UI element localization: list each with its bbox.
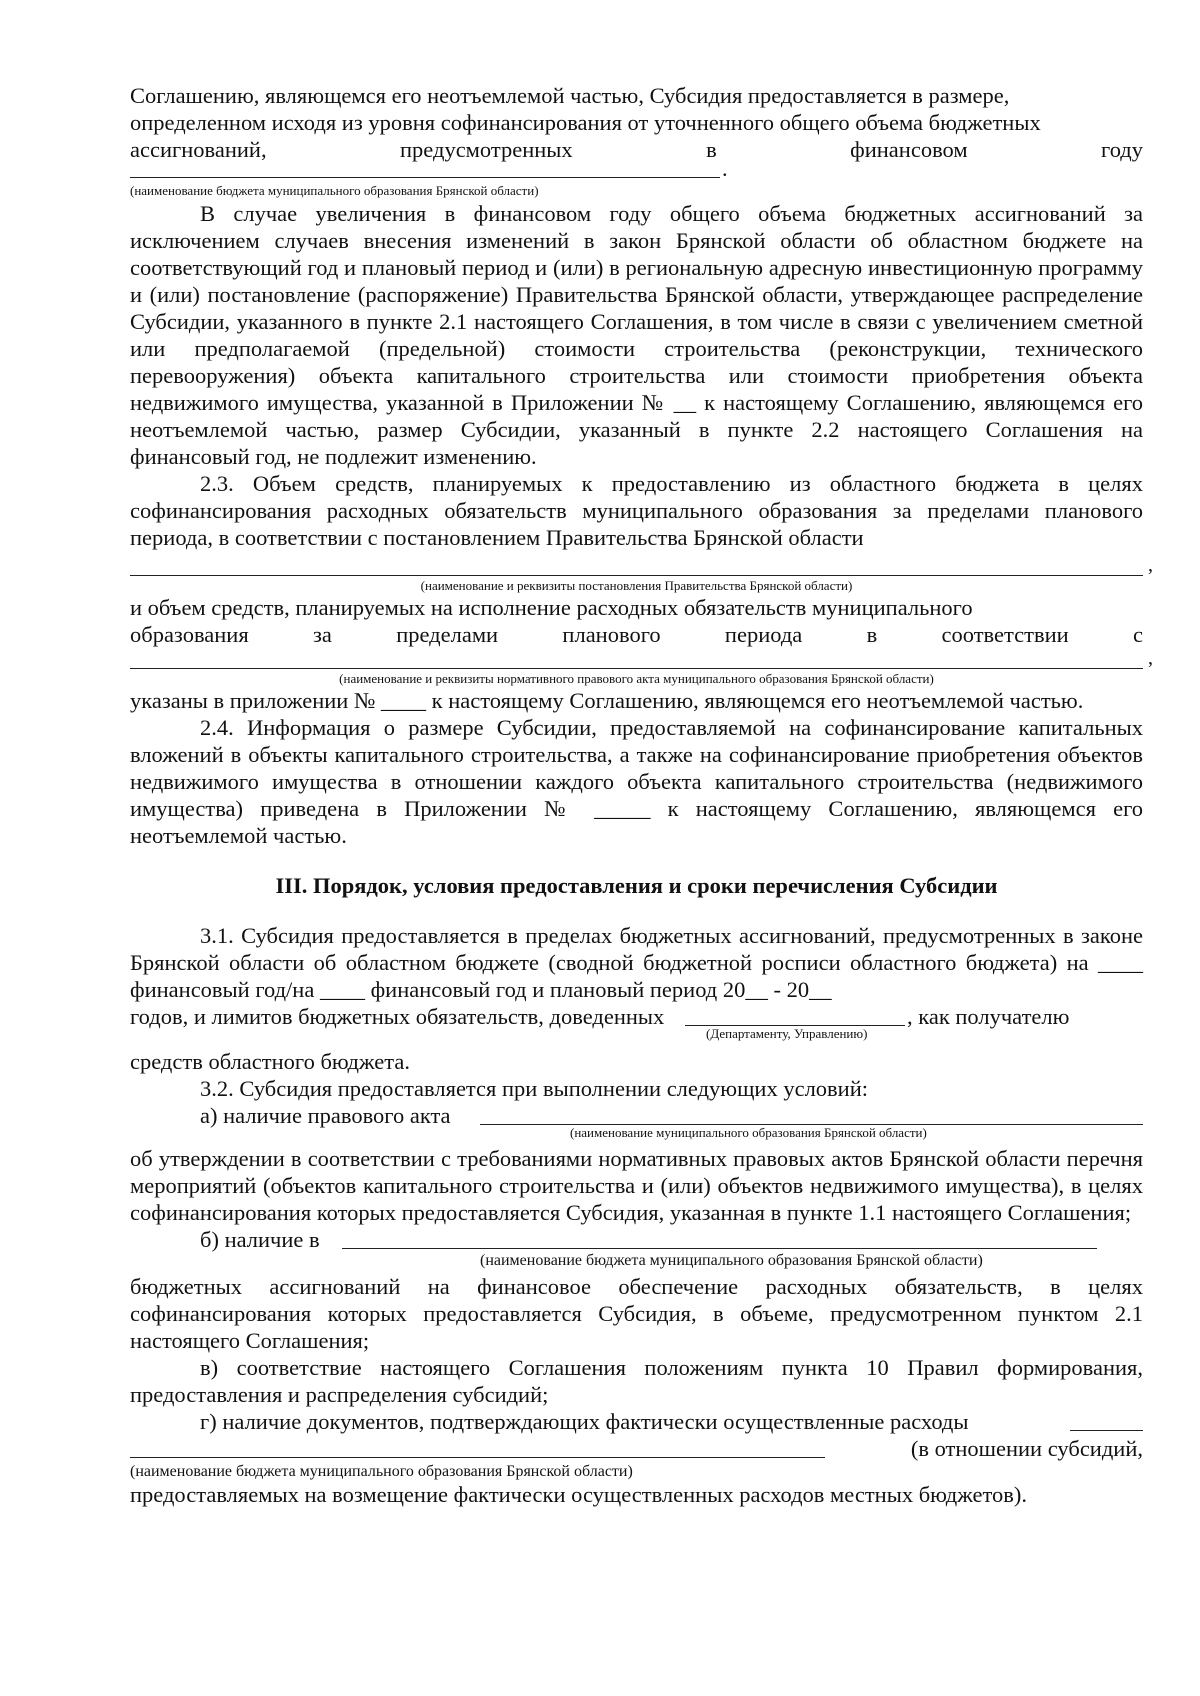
fill-in-line bbox=[685, 1005, 905, 1026]
field-caption: (Департаменту, Управлению) bbox=[706, 1026, 868, 1041]
paragraph-2-3-cont-line2 bbox=[130, 621, 1143, 648]
condition-g-row bbox=[130, 1408, 1143, 1435]
condition-g-row2 bbox=[130, 1435, 1143, 1462]
word: пределами bbox=[396, 622, 499, 647]
word: периода bbox=[724, 622, 803, 647]
fill-in-line bbox=[130, 1437, 825, 1458]
fill-in-line-full bbox=[130, 647, 1153, 669]
paragraph-3-1-last-line bbox=[130, 1003, 1143, 1030]
condition-b-row bbox=[130, 1226, 1143, 1253]
paragraph-2-4: 2.4. Информация о размере Субсидии, предоставляемой на софинансирование капитальных вложений в объекты капитального строительства, а также на софинансирование приобретения объектов недвижимого имущества в отношении каждого объекта капитального строительства (недвижимого имущества) приведена в Приложении № _____ к настоящему Соглашению, являющемся его неотъемлемой частью. bbox=[130, 715, 1143, 848]
condition-g-end: предоставляемых на возмещение фактически осуществленных расходов местных бюджетов). bbox=[130, 1482, 1028, 1507]
word: финансовом bbox=[850, 137, 968, 162]
paragraph-continuation-line2: определенном исходя из уровня софинансирования от уточненного общего объема бюджетных bbox=[130, 110, 1041, 135]
fill-line-row bbox=[130, 156, 1143, 181]
condition-b-text: бюджетных ассигнований на финансовое обеспечение расходных обязательств, в целях софинансирования которых предоставляется Субсидия, в объеме, предусмотренном пунктом 2.1 настоящего Соглашения; bbox=[130, 1274, 1143, 1353]
period-mark: . bbox=[722, 156, 728, 181]
paragraph-3-1: 3.1. Субсидия предоставляется в пределах бюджетных ассигнований, предусмотренных в законе Брянской области об областном бюджете (сводной бюджетной росписи областного бюджета) на ____ финансовый год/на ____ финансовый год и плановый период 20__ - 20__ bbox=[130, 923, 1143, 1002]
fill-in-line bbox=[342, 1228, 1097, 1249]
fill-in-line-full bbox=[130, 554, 1153, 576]
paragraph-3-1-end: средств областного бюджета. bbox=[130, 1049, 410, 1074]
condition-a-text: об утверждении в соответствии с требованиями нормативных правовых актов Брянской области перечня мероприятий (объектов капитального строительства и (или) объектов недвижимого имущества), в целях софинансирования которых предоставляется Субсидия, указанная в пункте 1.1 настоящего Соглашения; bbox=[130, 1146, 1143, 1225]
comma-mark: , bbox=[1148, 554, 1153, 576]
word: ассигнований, bbox=[130, 137, 267, 162]
word: образования bbox=[130, 622, 249, 647]
document-page bbox=[130, 82, 1153, 1508]
caption-row bbox=[130, 1253, 1143, 1273]
text-span: (в отношении субсидий, bbox=[910, 1436, 1143, 1461]
caption-row bbox=[130, 1125, 1143, 1145]
word: планового bbox=[562, 622, 661, 647]
text-span: годов, и лимитов бюджетных обязательств, доведенных bbox=[130, 1004, 665, 1029]
paragraph-3-2: 3.2. Субсидия предоставляется при выполнении следующих условий: bbox=[200, 1076, 869, 1101]
word: с bbox=[1132, 622, 1143, 647]
paragraph-2-3-end: указаны в приложении № ____ к настоящему Соглашению, являющемся его неотъемлемой частью. bbox=[130, 688, 1084, 713]
word: в bbox=[866, 622, 878, 647]
comma-mark: , bbox=[1148, 647, 1153, 669]
fill-in-line bbox=[480, 1104, 1143, 1125]
field-caption: (наименование бюджета муниципального образования Брянской области) bbox=[480, 1252, 983, 1269]
text-span: б) наличие в bbox=[200, 1227, 320, 1252]
paragraph-2-3-cont: и объем средств, планируемых на исполнение расходных обязательств муниципального bbox=[130, 595, 973, 620]
caption-row bbox=[130, 1026, 1143, 1046]
word: в bbox=[706, 137, 717, 162]
text-span: , как получателю bbox=[907, 1004, 1070, 1029]
condition-v-text: в) соответствие настоящего Соглашения положениям пункта 10 Правил формирования, предоставления и распределения субсидий; bbox=[130, 1355, 1143, 1407]
word: соответствии bbox=[941, 622, 1069, 647]
field-caption: (наименование и реквизиты нормативного правового акта муниципального образования Брянской области) bbox=[339, 671, 934, 686]
text-span: а) наличие правового акта bbox=[200, 1103, 451, 1128]
field-caption: (наименование и реквизиты постановления Правительства Брянской области) bbox=[420, 578, 853, 593]
word: предусмотренных bbox=[400, 137, 573, 162]
paragraph-2-3: 2.3. Объем средств, планируемых к предоставлению из областного бюджета в целях софинансирования расходных обязательств муниципального образования за пределами планового периода, в соответствии с постановлением Правительства Брянской области bbox=[130, 471, 1143, 550]
field-caption: (наименование бюджета муниципального образования Брянской области) bbox=[130, 1463, 633, 1480]
paragraph-continuation-line3 bbox=[130, 136, 1143, 163]
text-span: г) наличие документов, подтверждающих фактически осуществленные расходы bbox=[200, 1409, 969, 1434]
section-heading: III. Порядок, условия предоставления и сроки перечисления Субсидии bbox=[275, 873, 998, 898]
fill-in-line bbox=[1070, 1410, 1143, 1431]
word: году bbox=[1101, 137, 1143, 162]
field-caption: (наименование муниципального образования Брянской области) bbox=[570, 1125, 927, 1140]
field-caption: (наименование бюджета муниципального образования Брянской области) bbox=[130, 183, 539, 198]
paragraph-budget-increase: В случае увеличения в финансовом году общего объема бюджетных ассигнований за исключением случаев внесения изменений в закон Брянской области об областном бюджете на соответствующий год и плановый период и (или) в региональную адресную инвестиционную программу и (или) постановление (распоряжение) Правительства Брянской области, утверждающее распределение Субсидии, указанного в пункте 2.1 настоящего Соглашения, в том числе в связи с увеличением сметной или предполагаемой (предельной) стоимости строительства (реконструкции, технического перевооружения) объекта капитального строительства или стоимости приобретения объекта недвижимого имущества, указанной в Приложении № __ к настоящему Соглашению, являющемся его неотъемлемой частью, размер Субсидии, указанный в пункте 2.2 настоящего Соглашения на финансовый год, не подлежит изменению. bbox=[130, 201, 1143, 469]
word: за bbox=[313, 622, 332, 647]
fill-in-line bbox=[130, 163, 720, 178]
paragraph-continuation: Соглашению, являющемся его неотъемлемой частью, Субсидия предоставляется в размере, bbox=[130, 83, 1010, 108]
